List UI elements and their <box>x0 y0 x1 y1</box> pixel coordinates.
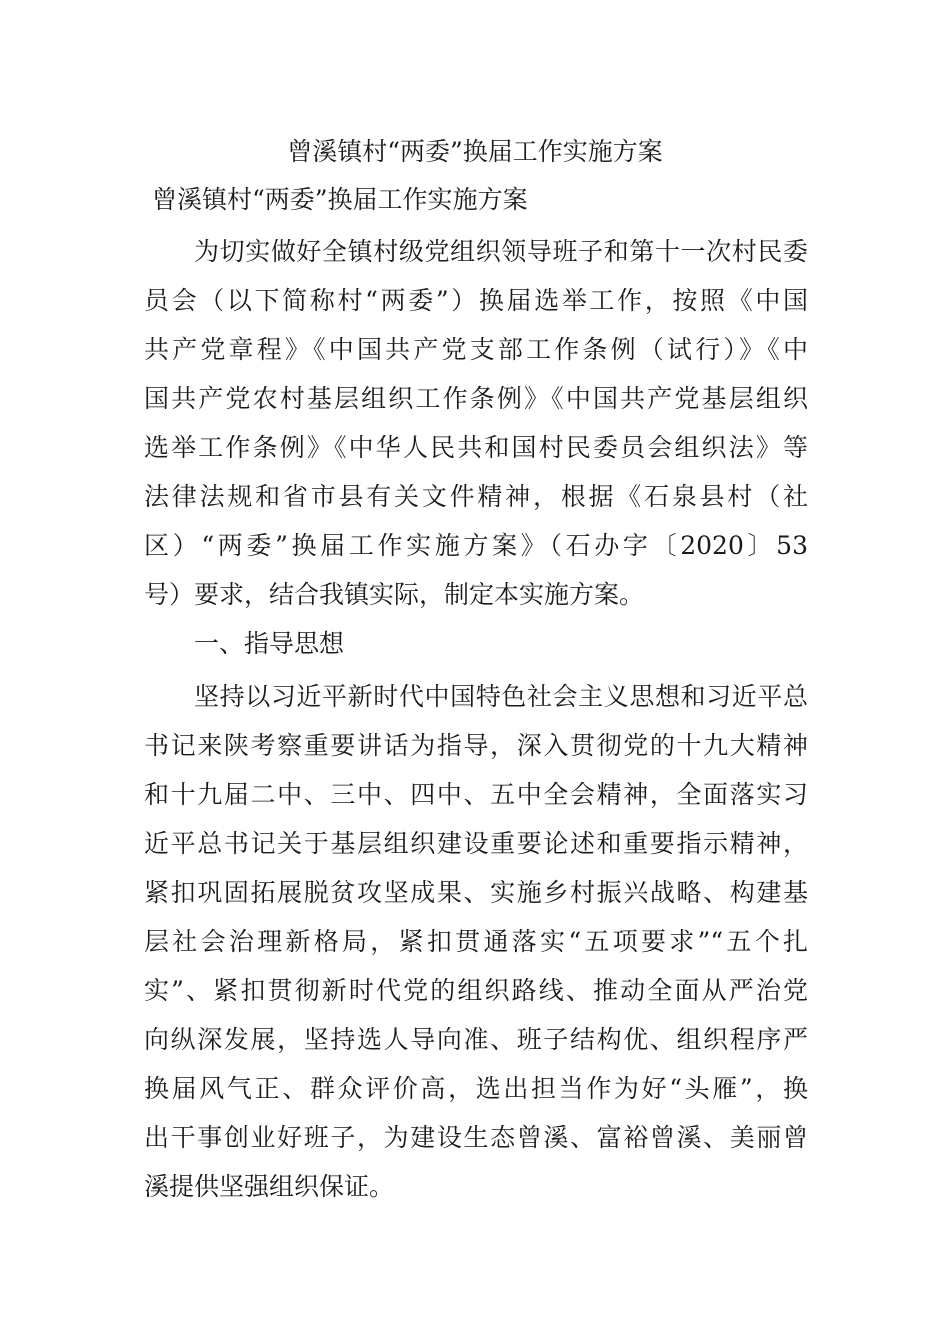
paragraph-line: 选举工作条例》《中华人民共和国村民委员会组织法》等 <box>144 433 808 462</box>
paragraph-line: 层社会治理新格局，紧扣贯通落实“五项要求”“五个扎 <box>144 927 808 956</box>
paragraph-line: 号）要求，结合我镇实际，制定本实施方案。 <box>144 580 645 609</box>
paragraph-line: 向纵深发展，坚持选人导向准、班子结构优、组织程序严 <box>144 1025 808 1054</box>
paragraph-line: 实”、紧扣贯彻新时代党的组织路线、推动全面从严治党 <box>144 976 808 1005</box>
document-title: 曾溪镇村“两委”换届工作实施方案 <box>287 137 663 166</box>
paragraph-line: 和十九届二中、三中、四中、五中全会精神，全面落实习 <box>144 780 808 809</box>
paragraph-line: 书记来陕考察重要讲话为指导，深入贯彻党的十九大精神 <box>144 731 808 760</box>
paragraph-line: 法律法规和省市县有关文件精神，根据《石泉县村（社 <box>144 482 808 511</box>
paragraph-line: 换届风气正、群众评价高，选出担当作为好“头雁”，换 <box>144 1074 808 1103</box>
paragraph-line: 区）“两委”换届工作实施方案》（石办字〔2020〕53 <box>144 531 808 560</box>
section-heading: 一、指导思想 <box>194 629 345 658</box>
paragraph-line: 溪提供坚强组织保证。 <box>144 1172 395 1201</box>
paragraph-line: 出干事创业好班子，为建设生态曾溪、富裕曾溪、美丽曾 <box>144 1123 808 1152</box>
paragraph-line: 近平总书记关于基层组织建设重要论述和重要指示精神， <box>144 829 808 858</box>
paragraph-line: 国共产党农村基层组织工作条例》《中国共产党基层组织 <box>144 384 808 413</box>
paragraph-line: 共产党章程》《中国共产党支部工作条例（试行）》《中 <box>144 335 808 364</box>
paragraph-line: 为切实做好全镇村级党组织领导班子和第十一次村民委 <box>194 237 808 266</box>
paragraph-line: 紧扣巩固拓展脱贫攻坚成果、实施乡村振兴战略、构建基 <box>144 878 808 907</box>
document-subtitle: 曾溪镇村“两委”换届工作实施方案 <box>152 185 528 214</box>
paragraph-line: 员会（以下简称村“两委”）换届选举工作，按照《中国 <box>144 286 808 315</box>
paragraph-line: 坚持以习近平新时代中国特色社会主义思想和习近平总 <box>194 682 808 711</box>
